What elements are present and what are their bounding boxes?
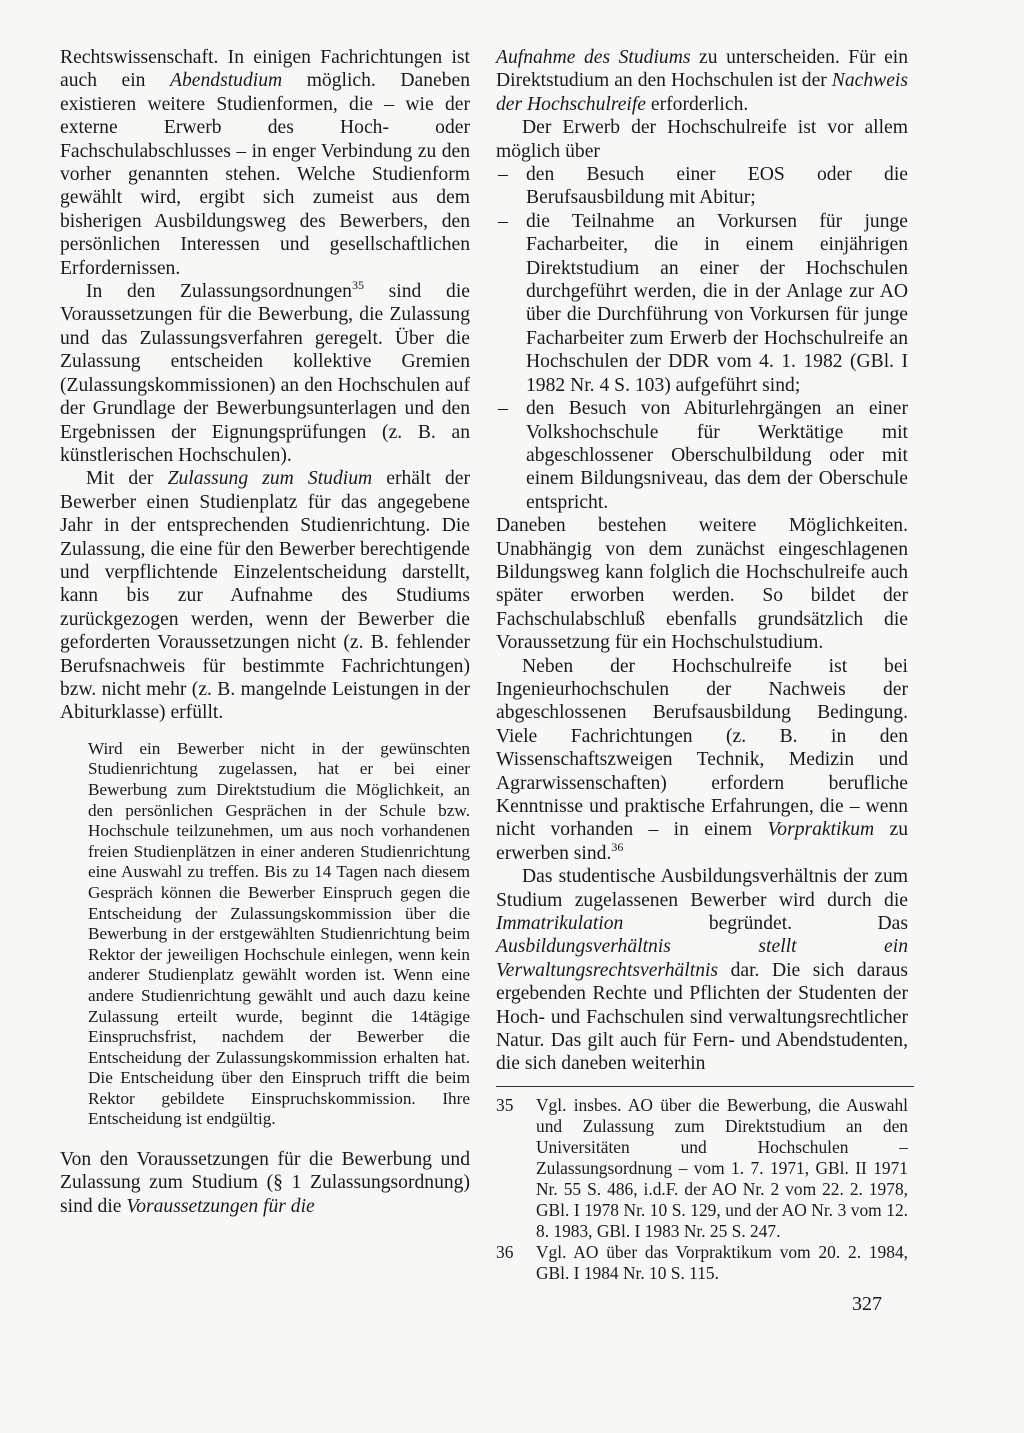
page-number: 327 [852,1293,882,1315]
paragraph: Das studentische Ausbildungsverhältnis der zum Studium zugelassenen Bewerber wird durch die Immatrikulation begründet. Das Ausbildungsverhältnis stellt ein Verwaltungsrechtsverhältnis dar. Die sich daraus ergebenden Rechte und Pflichten der Studenten der Hoch- und Fachschulen sind verwaltungsrechtlicher Natur. Das gilt auch für Fern- und Abendstudenten, die sich daneben weiterhin [496,866,908,1075]
footnote-text: Vgl. AO über das Vorpraktikum vom 20. 2. 1984, GBl. I 1984 Nr. 10 S. 115. [536,1241,908,1283]
footnote-divider [496,1086,914,1087]
footnote [496,1095,908,1242]
emphasis: Immatrikulation [496,913,624,935]
footnote [496,1242,908,1284]
emphasis: Nachweis der Hochschulreife [496,70,908,115]
emphasis: Zulassung zum Studium [167,468,373,490]
paragraph: Daneben bestehen weitere Möglichkeiten. Unabhängig von dem zunächst eingeschlagenen Bildungsweg kann folglich die Hochschulreife auch später erworben werden. So bildet der Fachschulabschluß ebenfalls grundsätzlich die Voraussetzung für ein Hochschulstudium. [496,515,908,654]
paragraph: In den Zulassungsordnungen$^{35}$ sind die Voraussetzungen für die Bewerbung, die Zulassung und das Zulassungsverfahren geregelt. Über die Zulassung entscheiden kollektive Gremien (Zulassungskommissionen) an den Hochschulen auf der Grundlage der Bewerbungsunterlagen und den Ergebnissen der Eignungsprüfungen (z. B. an künstlerischen Hochschulen). [60,278,470,466]
emphasis: Vorpraktikum [767,819,875,841]
emphasis: Aufnahme des Studiums [496,47,691,68]
paragraph: Neben der Hochschulreife ist bei Ingenieurhochschulen der Nachweis der abgeschlossenen Berufsausbildung Bedingung. Viele Fachrichtungen (z. B. in den Wissenschaftszweigen Technik, Medizin und Agrarwissenschaften) erfordern berufliche Kenntnisse und praktische Erfahrungen, die – wenn nicht vorhanden – in einem Vorpraktikum zu erwerben sind.$^{36}$ [496,655,908,864]
emphasis: Abendstudium [170,70,283,92]
left-column [60,46,470,1218]
footnote-ref: 36 [611,839,624,854]
footnotes [496,1095,908,1284]
list-item: – den Besuch einer EOS oder die Berufsausbildung mit Abitur; [496,163,908,210]
paragraph: Von den Voraussetzungen für die Bewerbung und Zulassung zum Studium (§ 1 Zulassungsordnung) sind die Voraussetzungen für die [60,1149,470,1217]
dash-list [496,163,908,514]
indented-note: Wird ein Bewerber nicht in der gewünschten Studienrichtung zugelassen, hat er bei einer Bewerbung zum Direktstudium die Möglichkeit, an den persönlichen Gesprächen in der Schule bzw. Hochschule teilzunehmen, um aus noch vorhandenen freien Studienplätzen in einer anderen Studienrichtung eine Auswahl zu treffen. Bis zu 14 Tagen nach diesem Gespräch können die Bewerber Einspruch gegen die Entscheidung der Zulassungskommission über die Bewerbung in der erstgewählten Studienrichtung beim Rektor der jeweiligen Hochschule einlegen, wenn kein anderer Studienplatz gewählt worden ist. Wenn eine andere Studienrichtung gewählt und auch dazu keine Zulassung erteilt wurde, beginnt die 14tägige Einspruchsfrist, nachdem der Bewerber die Entscheidung der Zulassungskommission erhalten hat. Die Entscheidung über den Einspruch trifft die beim Rektor gebildete Einspruchskommission. Ihre Entscheidung ist endgültig. [88,738,470,1129]
emphasis: Ausbildungsverhältnis stellt ein Verwaltungsrechtsverhältnis [496,936,908,981]
emphasis: Voraussetzungen für die [126,1195,315,1217]
list-item: – den Besuch von Abiturlehrgängen an einer Volkshochschule für Werktätige mit abgeschlossener Oberschulbildung oder mit einem Bildungsniveau, das dem der Oberschule entspricht. [496,397,908,514]
footnote-text: Vgl. insbes. AO über die Bewerbung, die Auswahl und Zulassung zum Direktstudium an den Universitäten und Hochschulen – Zulassungsordnung – vom 1. 7. 1971, GBl. II 1971 Nr. 55 S. 486, i.d.F. der AO Nr. 2 vom 22. 2. 1978, GBl. I 1978 Nr. 10 S. 129, und der AO Nr. 3 vom 12. 8. 1983, GBl. I 1983 Nr. 25 S. 247. [536,1094,908,1241]
right-column [496,46,908,1284]
footnote-number: 36 [496,1241,514,1262]
paragraph: Der Erwerb der Hochschulreife ist vor allem möglich über [496,117,908,162]
paragraph: Aufnahme des Studiums zu unterscheiden. Für ein Direktstudium an den Hochschulen ist der Nachweis der Hochschulreife erforderlich. [496,47,909,115]
footnote-ref: 35 [351,278,364,293]
footnote-number: 35 [496,1094,514,1115]
paragraph: Mit der Zulassung zum Studium erhält der Bewerber einen Studienplatz für das angegebene Jahr in der entsprechenden Studienrichtung. Die Zulassung, die eine für den Bewerber berechtigende und verpflichtende Einzelentscheidung darstellt, kann bis zur Aufnahme des Studiums zurückgezogen werden, wenn der Bewerber die geforderten Voraussetzungen nicht (z. B. fehlender Berufsnachweis für bestimmte Fachrichtungen) bzw. nicht mehr (z. B. mangelnde Leistungen in der Abiturklasse) erfüllt. [60,468,471,724]
list-item: – die Teilnahme an Vorkursen für junge Facharbeiter, die in einem einjährigen Direktstudium an einer der Hochschulen durchgeführt werden, die in der Anlage zur AO über die Durchführung von Vorkursen für junge Facharbeiter zum Erwerb der Hochschulreife an Hochschulen der DDR vom 4. 1. 1982 (GBl. I 1982 Nr. 4 S. 103) aufgeführt sind; [496,210,908,397]
paragraph: Rechtswissenschaft. In einigen Fachrichtungen ist auch ein Abendstudium möglich. Daneben existieren weitere Studienformen, die – wie der externe Erwerb des Hoch- oder Fachschulabschlusses – in enger Verbindung zu den vorher genannten stehen. Welche Studienform gewählt wird, ergibt sich zumeist aus dem bisherigen Ausbildungsweg des Bewerbers, den persönlichen Interessen und gesellschaftlichen Erfordernissen. [60,47,470,279]
